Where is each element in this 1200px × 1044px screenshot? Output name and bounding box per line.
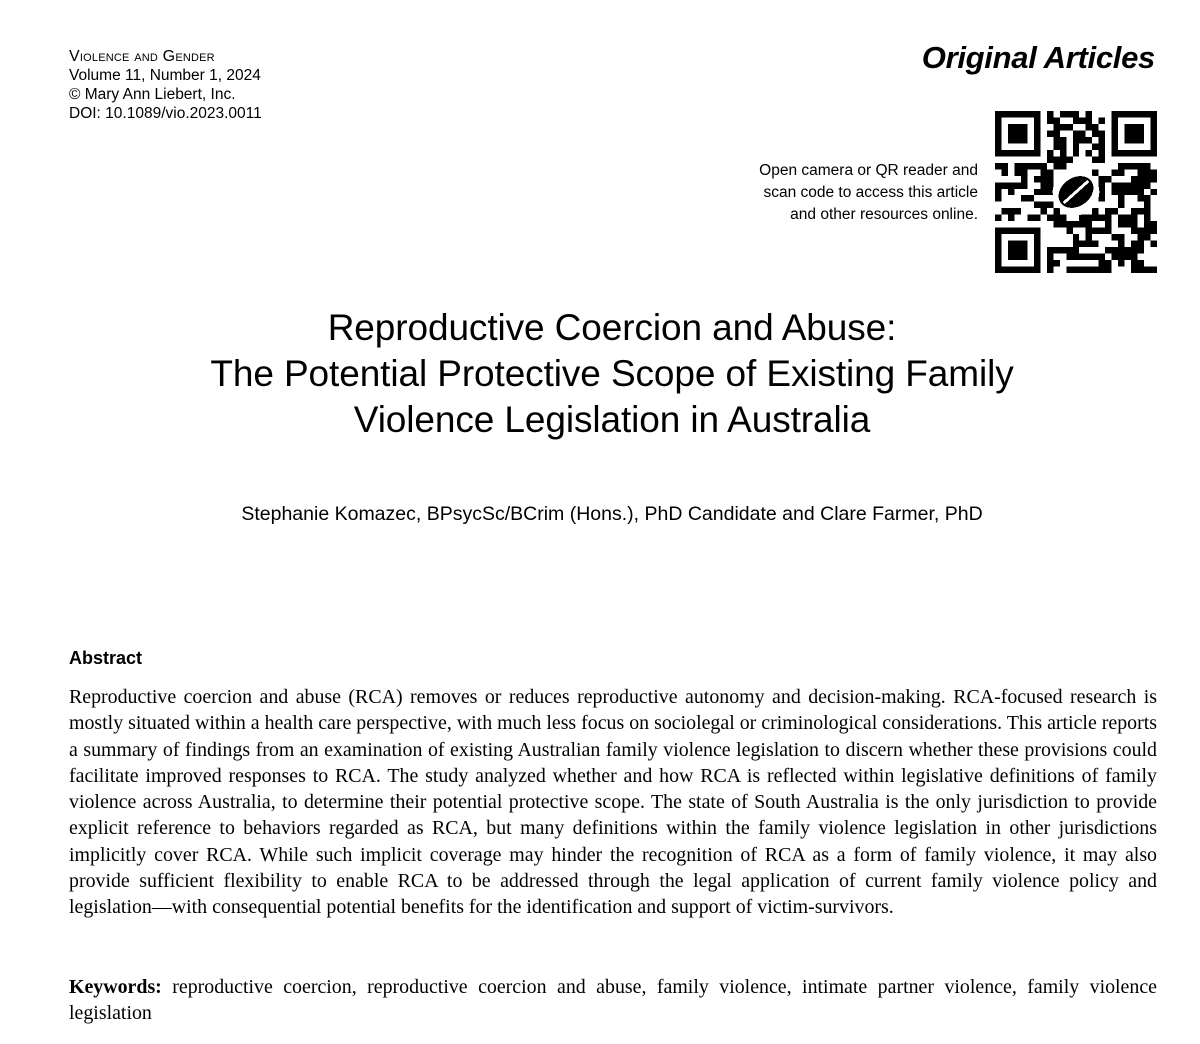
- qr-module: [1053, 208, 1059, 214]
- qr-module: [1047, 176, 1053, 182]
- qr-module: [1047, 202, 1053, 208]
- qr-module: [1060, 221, 1066, 227]
- qr-module: [1092, 169, 1098, 175]
- qr-module: [995, 195, 1001, 201]
- qr-module: [1144, 215, 1150, 221]
- qr-module: [1086, 117, 1092, 123]
- qr-module: [1131, 260, 1137, 266]
- qr-module: [1066, 124, 1072, 130]
- qr-module: [1151, 189, 1157, 195]
- qr-module: [1151, 176, 1157, 182]
- qr-module: [1008, 208, 1014, 214]
- qr-module: [1092, 156, 1098, 162]
- qr-module: [1079, 215, 1085, 221]
- qr-module: [1092, 254, 1098, 260]
- qr-module: [1021, 163, 1027, 169]
- qr-module: [1144, 169, 1150, 175]
- qr-module: [1027, 163, 1033, 169]
- qr-module: [1099, 189, 1105, 195]
- qr-module: [1092, 228, 1098, 234]
- qr-module: [1053, 156, 1059, 162]
- qr-module: [1112, 208, 1118, 214]
- qr-module: [1125, 254, 1131, 260]
- qr-module: [1138, 241, 1144, 247]
- qr-module: [1125, 163, 1131, 169]
- qr-module: [1079, 137, 1085, 143]
- qr-module: [1118, 241, 1124, 247]
- qr-module: [1105, 176, 1111, 182]
- qr-module: [1099, 254, 1105, 260]
- title-line: Reproductive Coercion and Abuse:: [327, 307, 897, 348]
- qr-module: [1034, 202, 1040, 208]
- qr-module: [1138, 208, 1144, 214]
- qr-module: [1001, 182, 1007, 188]
- qr-module: [1086, 254, 1092, 260]
- qr-module: [1099, 117, 1105, 123]
- qr-module: [1092, 215, 1098, 221]
- qr-module: [1144, 228, 1150, 234]
- qr-module: [1086, 221, 1092, 227]
- qr-module: [1099, 150, 1105, 156]
- title-line: Violence Legislation in Australia: [353, 399, 871, 440]
- qr-module: [1040, 208, 1046, 214]
- keywords: [69, 974, 1157, 1027]
- qr-module: [1131, 189, 1137, 195]
- qr-module: [1131, 267, 1137, 273]
- qr-module: [1138, 228, 1144, 234]
- qr-module: [1099, 260, 1105, 266]
- qr-module: [1112, 182, 1118, 188]
- qr-module: [1021, 182, 1027, 188]
- qr-module: [1053, 221, 1059, 227]
- qr-module: [1105, 247, 1111, 253]
- qr-module: [1099, 228, 1105, 234]
- qr-module: [1034, 176, 1040, 182]
- qr-module: [1131, 215, 1137, 221]
- qr-caption: [678, 160, 978, 226]
- qr-module: [1138, 267, 1144, 273]
- qr-module: [1086, 137, 1092, 143]
- qr-module: [1086, 124, 1092, 130]
- qr-module: [1144, 195, 1150, 201]
- qr-module: [1073, 150, 1079, 156]
- qr-module: [1047, 156, 1053, 162]
- qr-module: [1047, 182, 1053, 188]
- qr-module: [1008, 215, 1014, 221]
- qr-module: [1047, 117, 1053, 123]
- qr-module: [1047, 150, 1053, 156]
- qr-module: [1144, 202, 1150, 208]
- doi-line: DOI: 10.1089/vio.2023.0011: [69, 105, 262, 122]
- qr-module: [1151, 228, 1157, 234]
- qr-module: [1118, 202, 1124, 208]
- qr-module: [1125, 215, 1131, 221]
- qr-module: [1086, 267, 1092, 273]
- qr-module: [1125, 247, 1131, 253]
- qr-module: [1138, 195, 1144, 201]
- qr-code-icon[interactable]: [995, 111, 1157, 273]
- qr-module: [1131, 208, 1137, 214]
- qr-module: [1086, 234, 1092, 240]
- qr-module: [1138, 182, 1144, 188]
- qr-module: [1040, 163, 1046, 169]
- qr-module: [1086, 215, 1092, 221]
- qr-module: [1105, 221, 1111, 227]
- qr-module: [1092, 208, 1098, 214]
- abstract-body: Reproductive coercion and abuse (RCA) removes or reduces reproductive autonomy and decision-making. RCA-focused research is mostly situated within a health care perspective, with much less focus on sociolegal or criminological considerations. This article reports a summary of findings from an examination of existing Australian family violence legislation to discern whether these provisions could facilitate improved responses to RCA. The study analyzed whether and how RCA is reflected within legislative definitions of family violence across Australia, to determine their potential protective scope. The state of South Australia is the only jurisdiction to provide explicit reference to behaviors regarded as RCA, but many definitions within the family violence legislation in other jurisdictions implicitly cover RCA. While such implicit coverage may hinder the recognition of RCA as a form of family violence, it may also provide sufficient flexibility to enable RCA to be addressed through the legal application of current family violence policy and legislation—with consequential potential benefits for the identification and support of victim-survivors.: [69, 686, 1157, 919]
- qr-module: [1086, 150, 1092, 156]
- qr-module: [1001, 208, 1007, 214]
- qr-module: [1053, 117, 1059, 123]
- qr-module: [1131, 221, 1137, 227]
- qr-module: [1073, 254, 1079, 260]
- qr-module: [1112, 189, 1118, 195]
- qr-module: [1151, 221, 1157, 227]
- qr-module: [1099, 137, 1105, 143]
- qr-module: [1079, 130, 1085, 136]
- qr-module: [1053, 260, 1059, 266]
- qr-module: [1131, 182, 1137, 188]
- qr-module: [1105, 208, 1111, 214]
- qr-module: [1053, 143, 1059, 149]
- qr-module: [1040, 176, 1046, 182]
- qr-module: [1131, 241, 1137, 247]
- qr-module: [1066, 156, 1072, 162]
- qr-module: [1125, 189, 1131, 195]
- qr-module: [1131, 228, 1137, 234]
- qr-module: [1047, 254, 1053, 260]
- qr-module: [1066, 247, 1072, 253]
- qr-module: [1047, 189, 1053, 195]
- qr-module: [1125, 182, 1131, 188]
- qr-module: [1053, 130, 1059, 136]
- qr-module: [1060, 150, 1066, 156]
- qr-module: [1027, 195, 1033, 201]
- qr-module: [1079, 221, 1085, 227]
- qr-module: [1099, 182, 1105, 188]
- qr-module: [1034, 163, 1040, 169]
- qr-module: [1073, 130, 1079, 136]
- qr-module: [1092, 241, 1098, 247]
- qr-module: [1092, 267, 1098, 273]
- qr-module: [995, 189, 1001, 195]
- qr-module: [1060, 124, 1066, 130]
- qr-module: [1086, 111, 1092, 117]
- qr-module: [1138, 247, 1144, 253]
- qr-module: [1073, 247, 1079, 253]
- qr-caption-line: Open camera or QR reader and: [759, 162, 978, 179]
- qr-module: [1040, 182, 1046, 188]
- qr-module: [1053, 137, 1059, 143]
- qr-module: [1047, 111, 1053, 117]
- qr-module: [1073, 234, 1079, 240]
- qr-module: [1014, 208, 1020, 214]
- qr-module: [1105, 228, 1111, 234]
- qr-module: [1079, 241, 1085, 247]
- qr-module: [1118, 163, 1124, 169]
- qr-module: [1099, 130, 1105, 136]
- qr-module: [1105, 260, 1111, 266]
- qr-module: [1099, 215, 1105, 221]
- qr-module: [995, 182, 1001, 188]
- qr-module: [1099, 156, 1105, 162]
- qr-module: [1021, 169, 1027, 175]
- qr-module: [1125, 221, 1131, 227]
- qr-module: [1112, 254, 1118, 260]
- qr-module: [1001, 169, 1007, 175]
- qr-module: [1118, 247, 1124, 253]
- qr-module: [1118, 254, 1124, 260]
- qr-module: [1092, 130, 1098, 136]
- qr-module: [1040, 189, 1046, 195]
- qr-module: [1138, 260, 1144, 266]
- journal-name: Violence and Gender: [69, 48, 215, 65]
- qr-module: [1060, 137, 1066, 143]
- qr-module: [1099, 195, 1105, 201]
- qr-module: [995, 215, 1001, 221]
- keywords-label: Keywords:: [69, 976, 162, 998]
- qr-module: [995, 163, 1001, 169]
- qr-module: [1047, 130, 1053, 136]
- volume-line: Volume 11, Number 1, 2024: [69, 67, 261, 84]
- qr-module: [1047, 169, 1053, 175]
- qr-module: [1138, 176, 1144, 182]
- qr-module: [1008, 189, 1014, 195]
- qr-module: [1053, 247, 1059, 253]
- author-list: Stephanie Komazec, BPsycSc/BCrim (Hons.), PhD Candidate and Clare Farmer, PhD: [241, 503, 983, 525]
- qr-module: [1092, 124, 1098, 130]
- qr-module: [1144, 182, 1150, 188]
- qr-module: [1144, 163, 1150, 169]
- qr-module: [1014, 169, 1020, 175]
- article-title: [0, 305, 1200, 443]
- qr-module: [1105, 267, 1111, 273]
- qr-module: [1066, 111, 1072, 117]
- qr-module: [1131, 163, 1137, 169]
- abstract-heading: Abstract: [69, 648, 143, 668]
- qr-module: [1151, 169, 1157, 175]
- qr-module: [1053, 163, 1059, 169]
- qr-module: [1053, 124, 1059, 130]
- qr-module: [1131, 176, 1137, 182]
- qr-module: [1105, 215, 1111, 221]
- qr-module: [1034, 215, 1040, 221]
- qr-module: [1073, 143, 1079, 149]
- qr-module: [1001, 163, 1007, 169]
- qr-module: [1118, 189, 1124, 195]
- qr-module: [1053, 215, 1059, 221]
- qr-module: [1112, 247, 1118, 253]
- qr-module: [1073, 111, 1079, 117]
- qr-module: [1151, 241, 1157, 247]
- journal-info: [69, 47, 262, 123]
- qr-module: [1073, 137, 1079, 143]
- qr-caption-line: scan code to access this article: [763, 184, 978, 201]
- qr-module: [1047, 215, 1053, 221]
- qr-module: [1118, 234, 1124, 240]
- qr-module: [1144, 176, 1150, 182]
- qr-module: [1131, 254, 1137, 260]
- qr-module: [1079, 117, 1085, 123]
- section-label: Original Articles: [921, 40, 1155, 75]
- title-line: The Potential Protective Scope of Existing Family: [210, 353, 1014, 394]
- qr-module: [1138, 163, 1144, 169]
- qr-module: [1060, 156, 1066, 162]
- qr-module: [1079, 267, 1085, 273]
- qr-module: [1047, 247, 1053, 253]
- qr-module: [1008, 182, 1014, 188]
- qr-module: [1099, 267, 1105, 273]
- qr-module: [1086, 228, 1092, 234]
- qr-module: [1099, 143, 1105, 149]
- qr-module: [1047, 260, 1053, 266]
- keywords-list: reproductive coercion, reproductive coercion and abuse, family violence, intimate partner violence, family violence legislation: [69, 976, 1157, 1025]
- qr-module: [1112, 169, 1118, 175]
- qr-module: [1131, 247, 1137, 253]
- qr-module: [1086, 241, 1092, 247]
- qr-module: [1021, 176, 1027, 182]
- qr-module: [1066, 254, 1072, 260]
- qr-module: [1118, 215, 1124, 221]
- qr-module: [1047, 267, 1053, 273]
- qr-module: [1099, 176, 1105, 182]
- qr-module: [1066, 221, 1072, 227]
- qr-module: [1144, 208, 1150, 214]
- qr-module: [1066, 267, 1072, 273]
- qr-module: [1014, 182, 1020, 188]
- qr-module: [1060, 143, 1066, 149]
- qr-module: [1060, 215, 1066, 221]
- qr-module: [1118, 260, 1124, 266]
- qr-module: [1118, 169, 1124, 175]
- qr-module: [1144, 267, 1150, 273]
- qr-module: [1027, 215, 1033, 221]
- qr-module: [1060, 111, 1066, 117]
- qr-module: [1073, 117, 1079, 123]
- qr-module: [1092, 143, 1098, 149]
- qr-module: [1118, 221, 1124, 227]
- qr-module: [1060, 247, 1066, 253]
- qr-module: [1040, 202, 1046, 208]
- qr-module: [1151, 267, 1157, 273]
- qr-module: [1138, 189, 1144, 195]
- qr-module: [1060, 163, 1066, 169]
- qr-module: [1066, 228, 1072, 234]
- qr-module: [1118, 182, 1124, 188]
- qr-module: [1034, 189, 1040, 195]
- qr-module: [1144, 234, 1150, 240]
- qr-module: [1073, 267, 1079, 273]
- qr-module: [1079, 254, 1085, 260]
- qr-caption-line: and other resources online.: [790, 206, 978, 223]
- qr-module: [1138, 234, 1144, 240]
- qr-module: [1073, 221, 1079, 227]
- copyright-line: © Mary Ann Liebert, Inc.: [69, 86, 236, 103]
- qr-module: [1021, 195, 1027, 201]
- qr-module: [1014, 163, 1020, 169]
- qr-module: [1112, 234, 1118, 240]
- qr-module: [1118, 195, 1124, 201]
- qr-module: [1144, 221, 1150, 227]
- qr-module: [1138, 169, 1144, 175]
- qr-module: [1073, 241, 1079, 247]
- qr-module: [1040, 169, 1046, 175]
